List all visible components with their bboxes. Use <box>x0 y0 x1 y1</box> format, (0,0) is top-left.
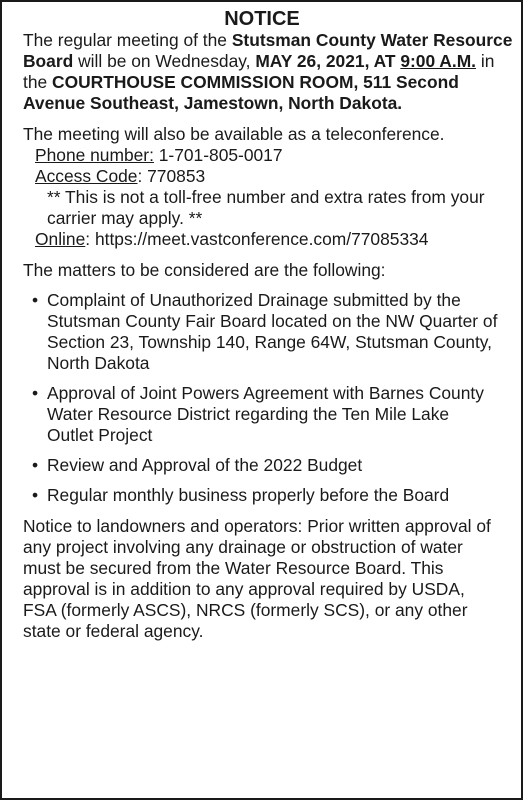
online-label: Online <box>35 229 86 249</box>
list-item-text: Regular monthly business properly before the Board <box>47 485 450 505</box>
meeting-time: 9:00 A.M. <box>400 51 477 71</box>
online-line <box>23 229 513 250</box>
list-item-text: Approval of Joint Powers Agreement with Barnes County Water Resource District regarding the Ten Mile Lake Outlet Project <box>47 383 484 445</box>
online-value: : https://meet.vastconference.com/77085334 <box>85 229 429 249</box>
meeting-intro-paragraph <box>23 30 513 114</box>
list-item <box>23 383 497 446</box>
phone-line <box>23 145 513 166</box>
phone-label: Phone number: <box>35 145 154 165</box>
organization-name: Stutsman County Water Resource Board <box>23 30 513 71</box>
bullet-icon: • <box>32 383 39 403</box>
meeting-date: MAY 26, 2021, AT <box>255 51 401 71</box>
meeting-location: COURTHOUSE COMMISSION ROOM, 511 Second Avenue Southeast, Jamestown, North Dakota. <box>23 72 459 113</box>
access-code-value: : 770853 <box>137 166 206 186</box>
access-code-line <box>23 166 513 187</box>
bullet-icon: • <box>32 455 39 475</box>
list-item <box>23 455 513 476</box>
access-code-label: Access Code <box>35 166 138 186</box>
list-item-text: Complaint of Unauthorized Drainage submitted by the Stutsman County Fair Board located on the NW Quarter of Section 23, Township 140, Range 64W, Stutsman County, North Dakota <box>47 290 498 373</box>
matters-heading: The matters to be considered are the following: <box>23 260 386 280</box>
bullet-icon: • <box>32 290 39 310</box>
notice-title: NOTICE <box>224 8 300 30</box>
intro-text-2: will be on Wednesday, <box>73 51 256 71</box>
matters-list <box>23 290 513 506</box>
list-item <box>23 485 487 506</box>
bullet-icon: • <box>32 485 39 505</box>
teleconference-intro: The meeting will also be available as a teleconference. <box>23 124 445 144</box>
list-item <box>23 290 513 374</box>
intro-text-1: The regular meeting of the <box>23 30 232 50</box>
toll-note: ** This is not a toll-free number and extra rates from your carrier may apply. ** <box>47 187 485 228</box>
landowners-notice: Notice to landowners and operators: Prior written approval of any project involving any drainage or obstruction of water must be secured from the Water Resource Board. This approval is in addition to any approval required by USDA, FSA (formerly ASCS), NRCS (formerly SCS), or any other state or federal agency. <box>23 516 491 641</box>
list-item-text: Review and Approval of the 2022 Budget <box>47 455 363 475</box>
intro-text-3: in the <box>23 51 495 92</box>
phone-value: 1-701-805-0017 <box>153 145 283 165</box>
